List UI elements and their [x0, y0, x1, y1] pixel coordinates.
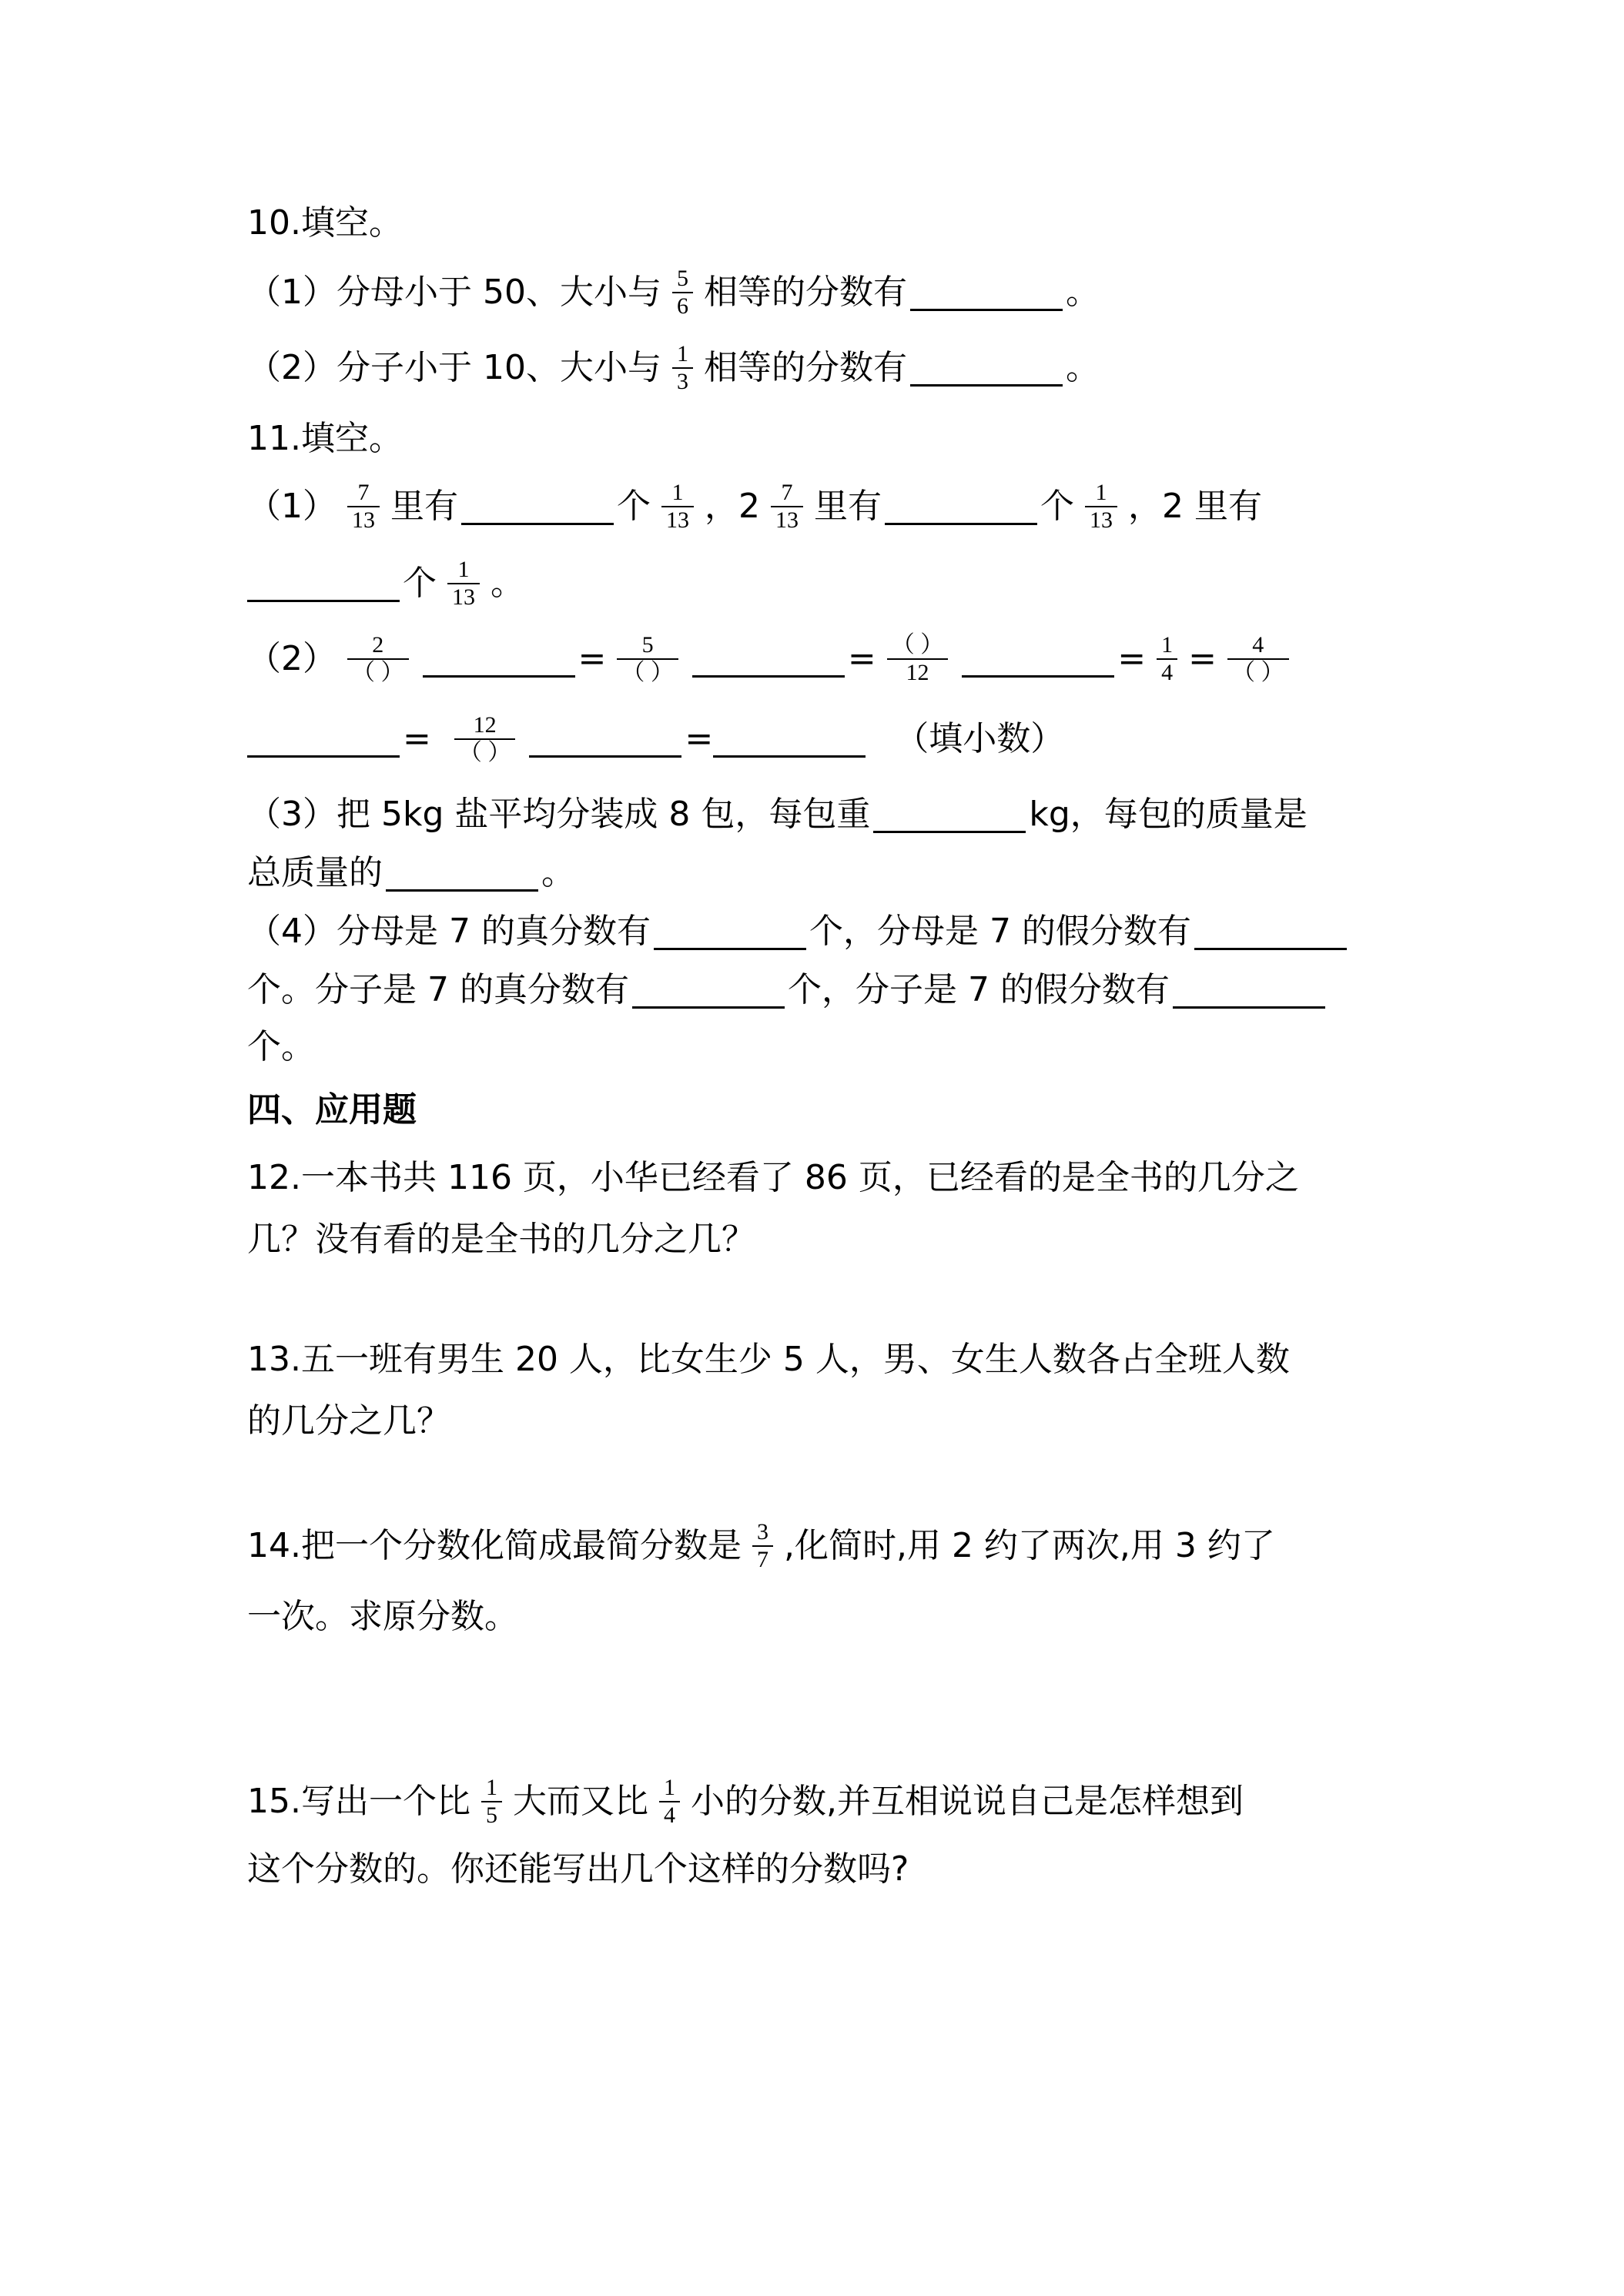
- q11-p3-text-c: 总质量的: [247, 853, 383, 892]
- answer-blank[interactable]: [962, 641, 1114, 678]
- frac-den: 3: [676, 369, 688, 394]
- q11-p1-t8: 。: [491, 564, 524, 603]
- q12-text-line1: 12.一本书共 116 页，小华已经看了 86 页，已经看的是全书的几分之: [247, 1158, 1299, 1197]
- q14-line2: [247, 1594, 518, 1640]
- q14-text-a: 14.把一个分数化简成最简分数是: [247, 1526, 742, 1565]
- frac-num: 7: [781, 480, 793, 505]
- frac-den: （ ）: [1232, 660, 1284, 685]
- q11-p1-t2: 个: [617, 487, 651, 526]
- frac-den: 6: [676, 293, 688, 319]
- frac-num: 1: [485, 1775, 497, 1800]
- frac-den: 7: [756, 1547, 768, 1572]
- frac-den: 5: [485, 1802, 497, 1828]
- q10-p2-text-a: （2）分子小于 10、大小与: [247, 348, 661, 387]
- q10-p2-text-b: 相等的分数有: [703, 348, 907, 387]
- q15-line2: [247, 1846, 909, 1893]
- answer-blank[interactable]: [692, 641, 845, 678]
- frac-num: 3: [756, 1519, 768, 1545]
- section-heading: [247, 1087, 417, 1133]
- answer-blank[interactable]: [461, 489, 614, 525]
- frac-den: 13: [352, 507, 375, 533]
- equals-sign: =: [578, 639, 607, 678]
- answer-blank[interactable]: [910, 350, 1063, 387]
- frac-num: 1: [1095, 480, 1107, 505]
- frac-num: 1: [1161, 632, 1174, 658]
- answer-blank[interactable]: [386, 855, 538, 892]
- q11-part3-line2: [247, 850, 575, 896]
- q11-p1-t1: 里有: [390, 487, 458, 526]
- frac-num: 4: [1252, 632, 1264, 658]
- q14-text-line2: 一次。求原分数。: [247, 1597, 518, 1636]
- q11-title: [247, 416, 403, 462]
- frac-num: 12: [473, 712, 497, 738]
- frac-den: （ ）: [458, 740, 511, 765]
- q15-line1: [247, 1775, 1244, 1828]
- q15-text-a: 15.写出一个比: [247, 1782, 470, 1821]
- q11-p1-t3: ，2: [705, 487, 760, 526]
- q13-text-line2: 的几分之几？: [247, 1401, 450, 1441]
- frac-num: 1: [663, 1775, 675, 1800]
- fraction-1-3: [672, 341, 693, 395]
- q11-p3-text-a: （3）把 5kg 盐平均分装成 8 包，每包重: [247, 795, 871, 834]
- answer-blank[interactable]: [654, 914, 806, 950]
- fraction-1-13: [661, 480, 694, 534]
- q13-line1: [247, 1337, 1290, 1383]
- frac-den: 13: [1090, 507, 1113, 533]
- q11-p4-text-a: （4）分母是 7 的真分数有: [247, 912, 651, 951]
- q15-text-c: 小的分数,并互相说说自己是怎样想到: [690, 1782, 1244, 1821]
- frac-num: 1: [676, 341, 688, 366]
- q15-text-b: 大而又比: [512, 1782, 648, 1821]
- answer-blank[interactable]: [247, 566, 400, 602]
- fraction-7-13: [771, 480, 803, 534]
- frac-den: （ ）: [352, 660, 404, 685]
- frac-num: （ ）: [891, 632, 944, 658]
- frac-num: 5: [676, 266, 688, 291]
- q10-p1-text-a: （1）分母小于 50、大小与: [247, 273, 661, 312]
- section-title: 四、应用题: [247, 1090, 417, 1130]
- q11-part1-line1: [247, 480, 1262, 533]
- q11-p1-t4: 里有: [814, 487, 882, 526]
- q11-p4-text-b: 个，分母是 7 的假分数有: [809, 912, 1191, 951]
- frac-den: 4: [663, 1802, 675, 1828]
- fraction-1-4: [659, 1775, 680, 1829]
- q11-p1-prefix: （1）: [247, 487, 337, 526]
- q11-p2-prefix: （2）: [247, 639, 337, 678]
- fraction-3-7: [752, 1519, 773, 1573]
- q10-title-text: 10.填空。: [247, 203, 403, 243]
- q11-part3-line1: [247, 792, 1308, 838]
- q11-p1-t5: 个: [1040, 487, 1074, 526]
- answer-blank[interactable]: [529, 721, 681, 758]
- frac-den: （ ）: [621, 660, 674, 685]
- equals-sign: =: [403, 719, 431, 758]
- answer-blank[interactable]: [247, 721, 400, 758]
- frac-num: 1: [457, 557, 470, 582]
- q10-p1-end: 。: [1065, 273, 1100, 312]
- equals-sign: =: [1117, 639, 1147, 678]
- fraction-7-13: [347, 480, 380, 534]
- q11-p4-text-d: 个，分子是 7 的假分数有: [787, 970, 1170, 1009]
- frac-den: 4: [1161, 660, 1174, 685]
- q12-line2: [247, 1217, 755, 1263]
- frac-num: 2: [372, 632, 384, 658]
- frac-num: 1: [671, 480, 684, 505]
- q10-title: [247, 200, 403, 246]
- equals-sign: =: [1188, 639, 1217, 678]
- answer-blank[interactable]: [713, 721, 866, 758]
- fraction-12-blank: [454, 712, 516, 766]
- q14-text-b: ,化简时,用 2 约了两次,用 3 约了: [783, 1526, 1275, 1565]
- answer-blank[interactable]: [885, 489, 1037, 525]
- q11-p4-text-c: 个。分子是 7 的真分数有: [247, 970, 629, 1009]
- q12-text-line2: 几？没有看的是全书的几分之几？: [247, 1220, 755, 1259]
- fraction-2-blank: [347, 632, 409, 686]
- q11-part1-line2: [247, 557, 524, 610]
- q11-part2-line1: [247, 632, 1300, 685]
- fraction-blank-12: [887, 632, 949, 686]
- q13-line2: [247, 1398, 450, 1444]
- frac-den: 12: [906, 660, 929, 685]
- q15-text-line2: 这个分数的。你还能写出几个这样的分数吗?: [247, 1849, 909, 1889]
- fraction-1-4: [1157, 632, 1177, 686]
- q11-part4-line1: [247, 909, 1350, 955]
- q10-p2-end: 。: [1065, 348, 1100, 387]
- q11-part4-line3: [247, 1024, 315, 1070]
- fraction-1-13: [447, 557, 480, 611]
- q11-p3-end: 。: [541, 853, 575, 892]
- fraction-4-blank: [1227, 632, 1289, 686]
- fraction-5-6: [672, 266, 693, 320]
- q10-p1-text-b: 相等的分数有: [703, 273, 907, 312]
- q11-title-text: 11.填空。: [247, 419, 403, 458]
- frac-num: 7: [357, 480, 370, 505]
- fraction-1-13: [1085, 480, 1117, 534]
- q11-p1-t6: ，2 里有: [1128, 487, 1262, 526]
- answer-blank[interactable]: [873, 797, 1026, 833]
- q11-p1-t7: 个: [403, 564, 437, 603]
- q13-text-line1: 13.五一班有男生 20 人，比女生少 5 人，男、女生人数各占全班人数: [247, 1340, 1290, 1379]
- q10-part2: [247, 341, 1100, 394]
- answer-blank[interactable]: [632, 972, 785, 1009]
- frac-den: 13: [452, 584, 475, 610]
- frac-den: 13: [666, 507, 689, 533]
- fraction-5-blank: [617, 632, 678, 686]
- q11-p3-text-b: kg，每包的质量是: [1029, 795, 1308, 834]
- answer-blank[interactable]: [1194, 914, 1347, 950]
- fill-decimal-note: （填小数）: [895, 719, 1065, 758]
- answer-blank[interactable]: [910, 275, 1063, 311]
- q10-part1: [247, 266, 1100, 319]
- equals-sign: =: [685, 719, 714, 758]
- fraction-1-5: [481, 1775, 502, 1829]
- q14-line1: [247, 1519, 1275, 1572]
- answer-blank[interactable]: [1173, 972, 1325, 1009]
- q11-p4-text-e: 个。: [247, 1027, 315, 1066]
- answer-blank[interactable]: [423, 641, 575, 678]
- equals-sign: =: [847, 639, 876, 678]
- frac-num: 5: [641, 632, 654, 658]
- q11-part4-line2: [247, 967, 1328, 1013]
- q11-part2-line2: [247, 712, 1065, 765]
- q12-line1: [247, 1155, 1299, 1201]
- frac-den: 13: [775, 507, 799, 533]
